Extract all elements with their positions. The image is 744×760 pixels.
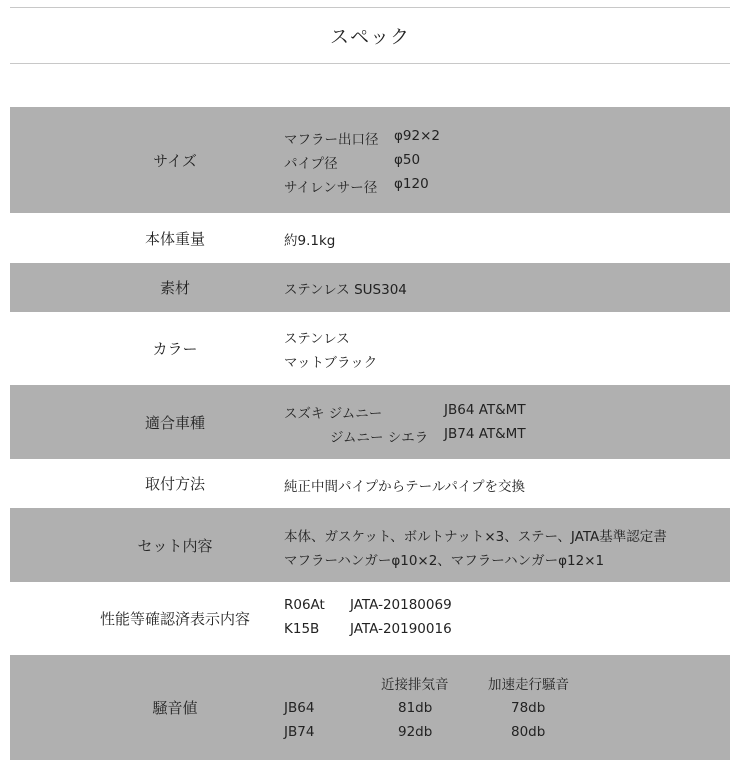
size-line-label: マフラー出口径 — [284, 132, 379, 148]
weight-value: 約9.1kg — [284, 233, 336, 249]
noise-header: 加速走行騒音 — [488, 677, 569, 693]
spec-row-material — [10, 263, 730, 312]
spec-table — [10, 107, 730, 760]
set-contents-line: マフラーハンガーφ10×2、マフラーハンガーφ12×1 — [284, 553, 605, 569]
top-divider — [10, 7, 730, 8]
engine-code: K15B — [284, 621, 320, 637]
noise-header: 近接排気音 — [381, 677, 449, 693]
spec-row-noise — [10, 655, 730, 760]
color-option: マットブラック — [284, 355, 378, 371]
spec-row-performance — [10, 582, 730, 655]
spec-row-fit — [10, 385, 730, 459]
engine-code: R06At — [284, 597, 325, 613]
noise-value: 80db — [511, 724, 546, 740]
title-divider — [10, 63, 730, 64]
row-label: 性能等確認済表示内容 — [99, 610, 250, 628]
spec-row-size — [10, 107, 730, 213]
spec-row-install — [10, 459, 730, 508]
material-value: ステンレス SUS304 — [284, 282, 407, 298]
size-line-value: φ92×2 — [394, 128, 440, 144]
set-contents-line: 本体、ガスケット、ボルトナット×3、ステー、JATA基準認定書 — [284, 529, 667, 545]
jata-number: JATA-20190016 — [350, 621, 452, 637]
noise-value: 78db — [511, 700, 546, 716]
row-label: セット内容 — [137, 536, 213, 555]
noise-value: 92db — [398, 724, 433, 740]
row-label: 本体重量 — [144, 229, 205, 248]
install-value: 純正中間パイプからテールパイプを交換 — [284, 479, 525, 495]
vehicle-name: スズキ ジムニー — [284, 406, 383, 422]
row-label: サイズ — [153, 151, 197, 170]
vehicle-model: JB64 AT&MT — [444, 402, 526, 418]
row-label: 騒音値 — [152, 699, 198, 717]
row-label: 適合車種 — [144, 413, 205, 432]
noise-model: JB64 — [284, 700, 315, 716]
size-line-label: パイプ径 — [284, 156, 338, 172]
row-label: カラー — [152, 340, 198, 358]
noise-model: JB74 — [284, 724, 315, 740]
page-title: スペック — [329, 26, 410, 48]
jata-number: JATA-20180069 — [350, 597, 452, 613]
size-line-value: φ50 — [394, 152, 421, 168]
vehicle-name: ジムニー シエラ — [330, 430, 429, 446]
spec-row-color — [10, 312, 730, 385]
row-label: 素材 — [159, 279, 190, 297]
vehicle-model: JB74 AT&MT — [444, 426, 526, 442]
spec-row-set — [10, 508, 730, 582]
size-line-label: サイレンサー径 — [284, 180, 378, 196]
color-option: ステンレス — [284, 331, 350, 347]
row-label: 取付方法 — [144, 475, 205, 493]
noise-value: 81db — [398, 700, 433, 716]
size-line-value: φ120 — [394, 176, 429, 192]
spec-row-weight — [10, 213, 730, 263]
